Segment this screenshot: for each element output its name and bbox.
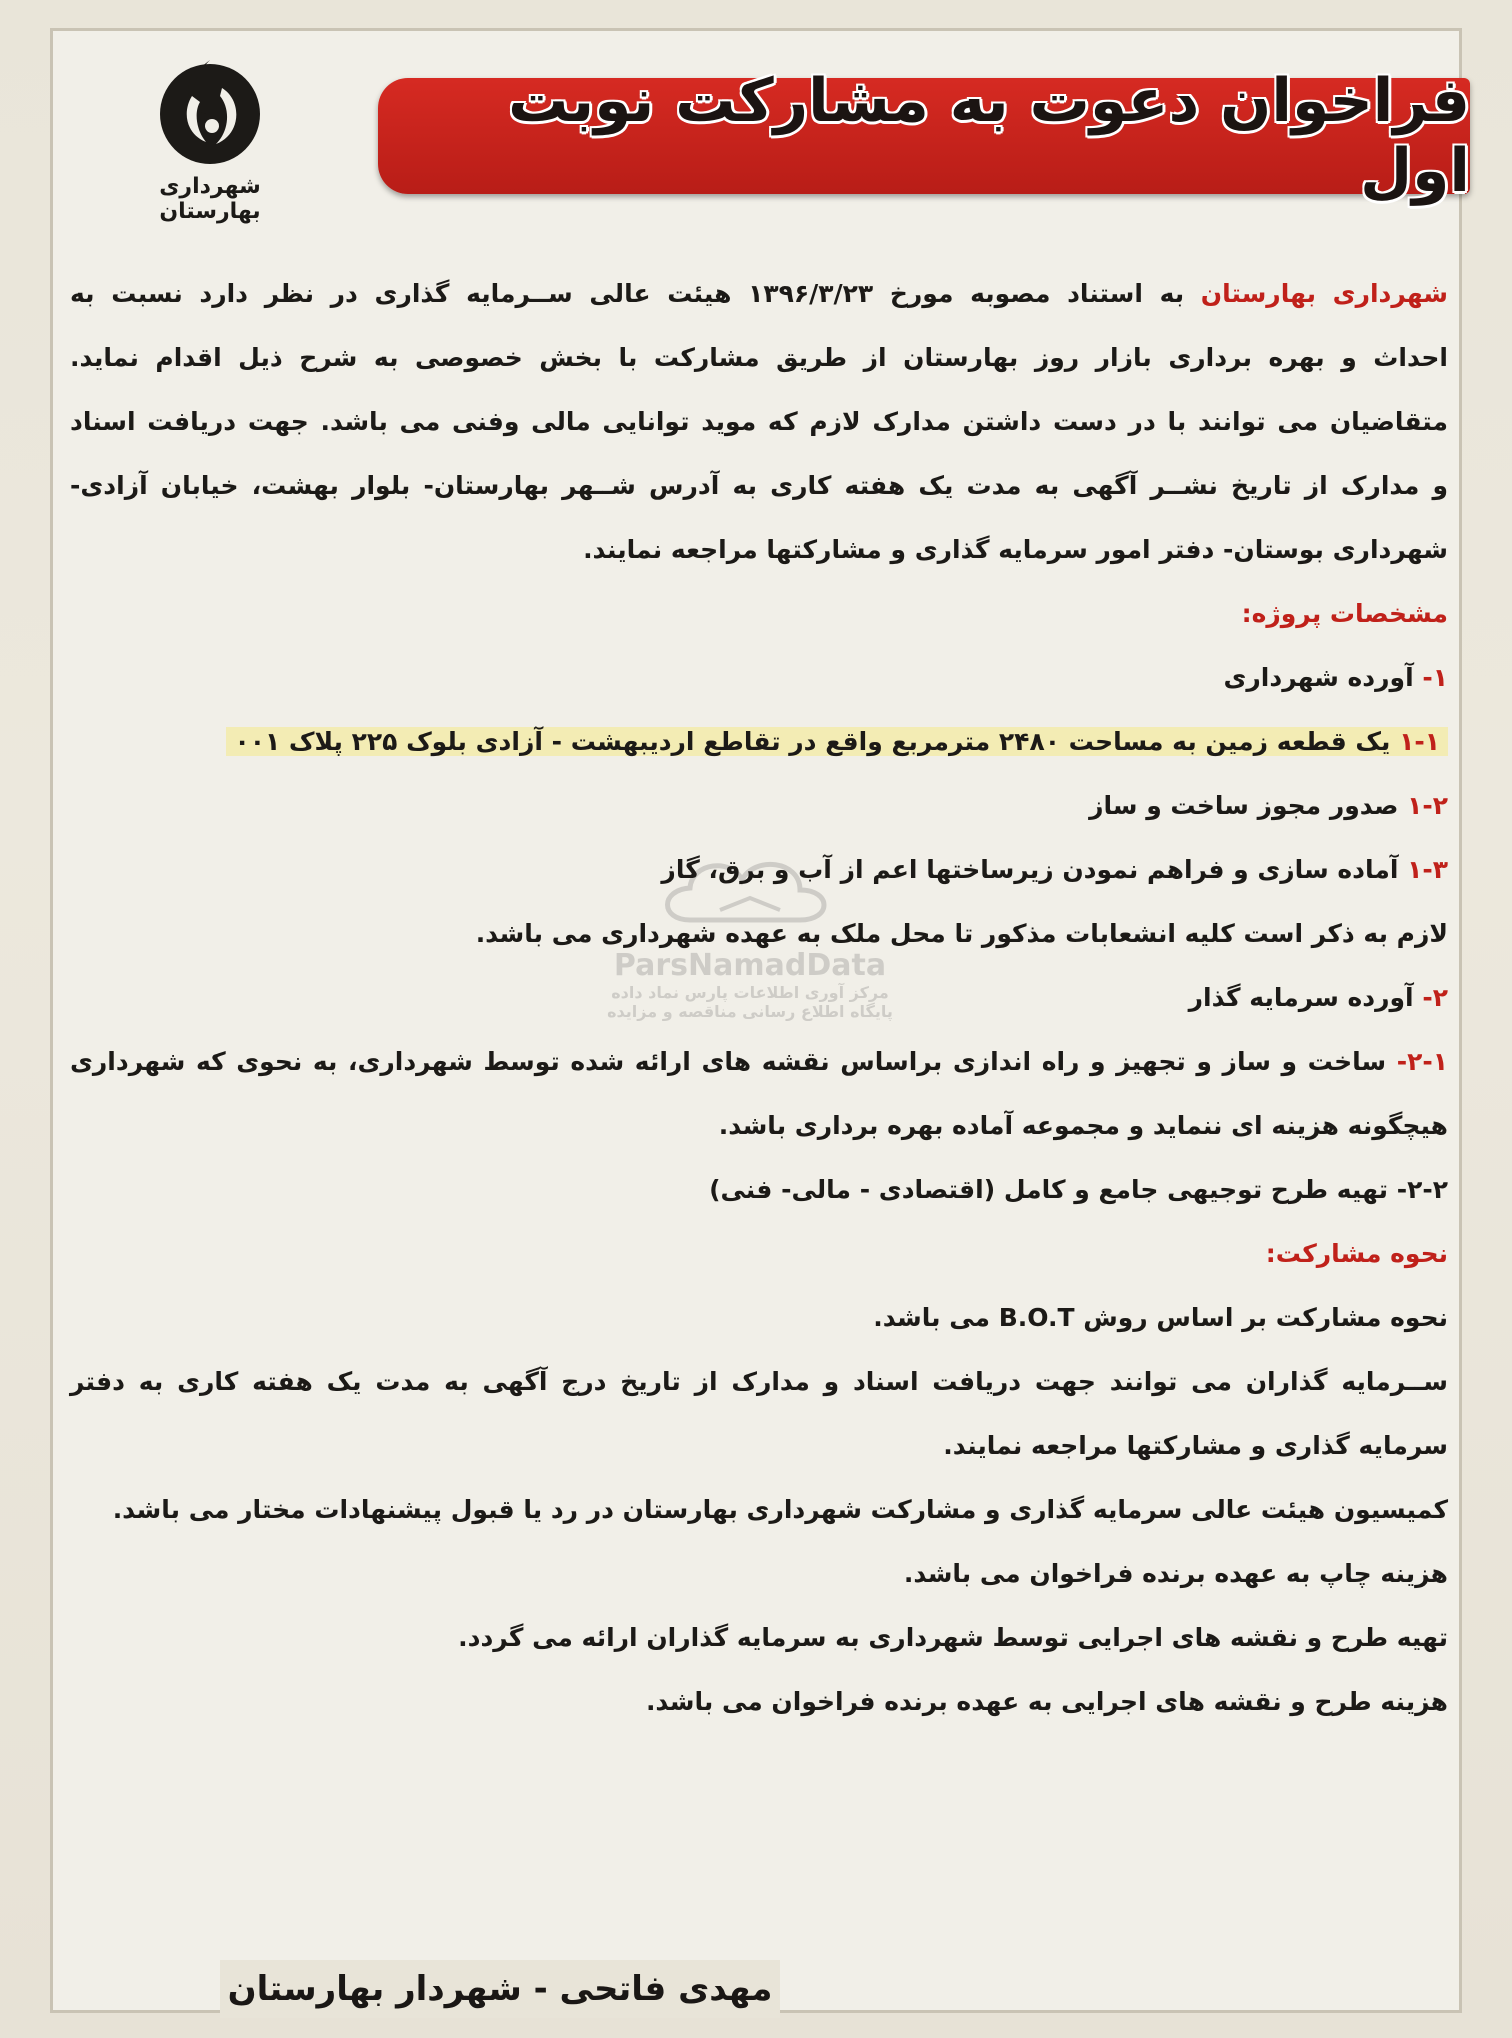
logo-caption: شهرداری بهارستان bbox=[159, 174, 261, 224]
title-banner bbox=[378, 66, 1470, 206]
participation-line-5: هزینه چاپ به عهده برنده فراخوان می باشد. bbox=[903, 1559, 1448, 1588]
signature: مهدی فاتحی - شهردار بهارستان bbox=[220, 1960, 780, 2018]
announcement-body bbox=[70, 262, 1448, 1734]
item-number: ۱-۱ bbox=[1399, 727, 1440, 756]
intro-line-1 bbox=[70, 262, 1448, 326]
participation-line-3: سرمایه گذاری و مشارکتها مراجعه نمایند. bbox=[943, 1431, 1448, 1460]
intro-line-4: و مدارک از تاریخ نشــر آگهی به مدت یک هفته کاری به آدرس شــهر بهارستان- بلوار بهشت، خیابان آزادی- bbox=[70, 471, 1448, 500]
project-item-1-3 bbox=[70, 838, 1448, 902]
project-item-1-1 bbox=[70, 710, 1448, 774]
item-text: یک قطعه زمین به مساحت ۲۴۸۰ مترمربع واقع در تقاطع اردیبهشت - آزادی بلوک ۲۲۵ پلاک ۰۰۱ bbox=[234, 727, 1400, 756]
project-note: لازم به ذکر است کلیه انشعابات مذکور تا محل ملک به عهده شهرداری می باشد. bbox=[475, 919, 1448, 948]
watermark-line-2: پایگاه اطلاع رسانی مناقصه و مزایده bbox=[607, 1002, 893, 1021]
item-number: ۱- bbox=[1422, 663, 1448, 692]
project-item-2-1-cont: هیچگونه هزینه ای ننماید و مجموعه آماده بهره برداری باشد. bbox=[718, 1111, 1448, 1140]
project-item-2-1 bbox=[70, 1030, 1448, 1094]
intro-line-2: احداث و بهره برداری بازار روز بهارستان از طریق مشارکت با بخش خصوصی به شرح ذیل اقدام نماید. bbox=[70, 343, 1448, 372]
participation-line-4: کمیسیون هیئت عالی سرمایه گذاری و مشارکت شهرداری بهارستان در رد یا قبول پیشنهادات مختار می باشد. bbox=[112, 1495, 1448, 1524]
watermark-line-1: مرکز آوری اطلاعات پارس نماد داده bbox=[611, 983, 889, 1002]
logo-block bbox=[130, 50, 290, 240]
item-text: ساخت و ساز و تجهیز و راه اندازی براساس نقشه های ارائه شده توسط شهرداری، به نحوی که شهرداری bbox=[70, 1047, 1397, 1076]
participation-line-1: نحوه مشارکت بر اساس روش B.O.T می باشد. bbox=[873, 1303, 1448, 1332]
item-number: ۲-۱- bbox=[1396, 1047, 1448, 1076]
municipality-logo-icon bbox=[130, 50, 290, 170]
item-text: آورده سرمایه گذار bbox=[1188, 983, 1423, 1012]
item-number: ۱-۲ bbox=[1407, 791, 1448, 820]
item-text: آماده سازی و فراهم نمودن زیرساختها اعم از آب و برق، گاز bbox=[661, 855, 1408, 884]
page-title: فراخوان دعوت به مشارکت نوبت اول bbox=[508, 66, 1470, 206]
item-text: آورده شهرداری bbox=[1223, 663, 1423, 692]
item-number: ۱-۳ bbox=[1407, 855, 1448, 884]
participation-line-7: هزینه طرح و نقشه های اجرایی به عهده برنده فراخوان می باشد. bbox=[645, 1687, 1448, 1716]
watermark-brand: ParsNamadData bbox=[613, 948, 887, 983]
project-heading: مشخصات پروژه: bbox=[1241, 599, 1448, 628]
intro-line-5: شهرداری بوستان- دفتر امور سرمایه گذاری و مشارکتها مراجعه نمایند. bbox=[583, 535, 1448, 564]
project-item-2 bbox=[70, 966, 1448, 1030]
item-text: صدور مجوز ساخت و ساز bbox=[1089, 791, 1408, 820]
participation-line-2: ســرمایه گذاران می توانند جهت دریافت اسناد و مدارک از تاریخ درج آگهی به مدت یک هفته کاری به دفتر bbox=[70, 1367, 1448, 1396]
project-item-1 bbox=[70, 646, 1448, 710]
participation-heading: نحوه مشارکت: bbox=[1265, 1239, 1448, 1268]
intro-line-1-rest: به استناد مصوبه مورخ ۱۳۹۶/۳/۲۳ هیئت عالی ســرمایه گذاری در نظر دارد نسبت به bbox=[70, 279, 1201, 308]
intro-line-3: متقاضیان می توانند با در دست داشتن مدارک لازم که موید توانایی مالی وفنی می باشد. جهت دریافت اسناد bbox=[70, 407, 1448, 436]
participation-line-6: تهیه طرح و نقشه های اجرایی توسط شهرداری به سرمایه گذاران ارائه می گردد. bbox=[458, 1623, 1448, 1652]
org-name: شهرداری بهارستان bbox=[1200, 279, 1449, 308]
project-item-2-2: ۲-۲- تهیه طرح توجیهی جامع و کامل (اقتصادی - مالی- فنی) bbox=[709, 1175, 1448, 1204]
highlighted-text bbox=[226, 727, 1448, 756]
project-item-1-2 bbox=[70, 774, 1448, 838]
item-number: ۲- bbox=[1422, 983, 1448, 1012]
